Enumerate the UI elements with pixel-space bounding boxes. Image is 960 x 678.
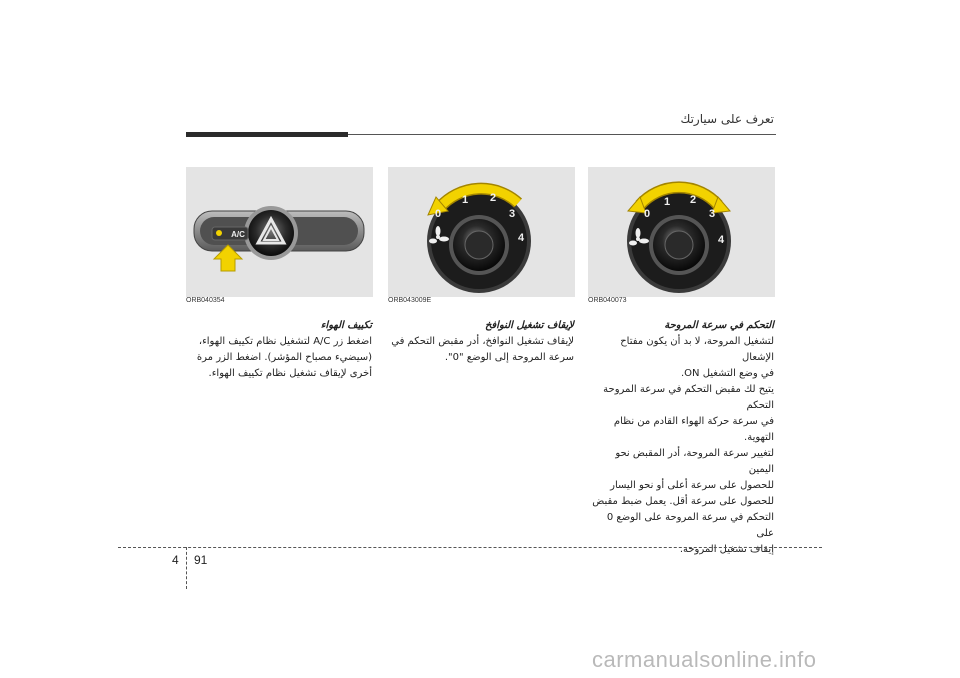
figure-code: ORB043009E [388,297,432,304]
dial-number-2: 2 [490,192,497,204]
body-line: اضغط زر A/C لتشغيل نظام تكييف الهواء، [198,336,372,347]
body-line: لتشغيل المروحة، لا بد أن يكون مفتاح الإشعال [620,336,774,363]
chapter-number: 4 [172,553,179,567]
dial-number-4: 4 [518,232,525,244]
dial-number-1: 1 [462,194,469,206]
dial-number-3: 3 [509,208,516,220]
body-line: للحصول على سرعة أقل. يعمل ضبط مقبض [592,496,774,507]
figure-ac-button [186,167,373,297]
figure-code: ORB040073 [588,297,627,304]
ac-panel-illustration [186,167,373,297]
footer-rule [118,547,822,548]
dial-number-0: 0 [644,208,651,220]
header-rule-accent [186,132,348,137]
body-line: يتيح لك مقبض التحكم في سرعة المروحة التحكم [603,384,774,411]
page-number: 91 [194,553,208,567]
body-line: في وضع التشغيل ON. [680,368,774,379]
body-line: إيقاف تشغيل المروحة. [679,544,774,555]
dial-number-3: 3 [709,208,716,220]
fan-speed-dial-illustration [588,167,775,297]
section-fan-speed-control [588,318,774,558]
figure-code: ORB040354 [186,297,225,304]
section-air-conditioning [186,318,372,382]
watermark: carmanualsonline.info [592,647,817,672]
figure-fan-dial-off [388,167,575,297]
dial-number-0: 0 [435,208,442,220]
ac-button-label: A/C [231,230,245,239]
body-line: لتغيير سرعة المروحة، أدر المقبض نحو اليمين [615,448,774,475]
body-line: للحصول على سرعة أعلى أو نحو اليسار [610,480,774,491]
dial-number-2: 2 [690,194,697,206]
body-line: التحكم في سرعة المروحة على الوضع 0 على [606,512,774,539]
section-heading: تكييف الهواء [320,320,372,331]
body-line: في سرعة حركة الهواء القادم من نظام التهوية. [613,416,774,443]
fan-dial-illustration [388,167,575,297]
figure-fan-speed-dial [588,167,775,297]
body-line: سرعة المروحة إلى الوضع "0". [444,352,574,363]
section-heading: التحكم في سرعة المروحة [664,320,774,331]
section-title: تعرف على سيارتك [680,112,774,126]
dial-number-1: 1 [664,196,671,208]
section-blower-off [388,318,574,366]
footer-divider [186,547,187,589]
section-heading: لإيقاف تشغيل النوافخ [484,320,574,331]
body-line: أخرى لإيقاف تشغيل نظام تكييف الهواء. [208,368,372,379]
dial-number-4: 4 [718,234,725,246]
body-line: (سيضيء مصباح المؤشر). اضغط الزر مرة [196,352,372,363]
body-line: لإيقاف تشغيل النوافخ، أدر مقبض التحكم في [391,336,574,347]
